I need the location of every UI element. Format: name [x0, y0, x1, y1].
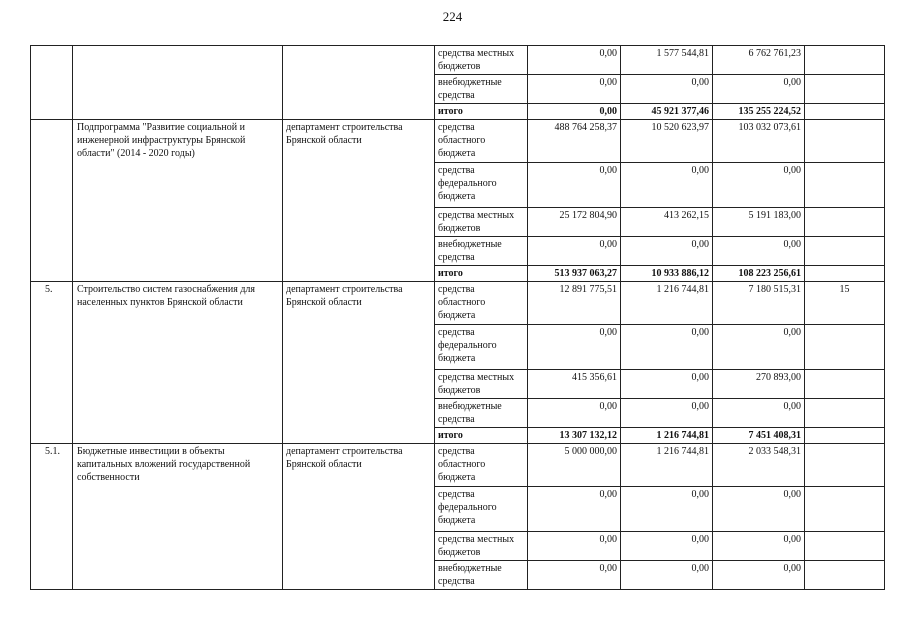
- funding-source: внебюджетные средства: [435, 75, 528, 104]
- value-col3: 0,00: [713, 163, 805, 208]
- value-col2: 0,00: [621, 75, 713, 104]
- funding-source: внебюджетные средства: [435, 399, 528, 428]
- extra-cell: [805, 370, 885, 399]
- extra-cell: [805, 487, 885, 532]
- value-col2: 0,00: [621, 399, 713, 428]
- value-col3: 0,00: [713, 325, 805, 370]
- funding-source: средства местных бюджетов: [435, 370, 528, 399]
- value-col3: 2 033 548,31: [713, 444, 805, 487]
- item-executor: департамент строительства Брянской области: [283, 444, 435, 590]
- extra-cell: [805, 75, 885, 104]
- value-col1: 0,00: [528, 532, 621, 561]
- item-executor: [283, 46, 435, 120]
- funding-source: средства областного бюджета: [435, 282, 528, 325]
- item-executor: департамент строительства Брянской области: [283, 282, 435, 444]
- item-number: [31, 120, 73, 282]
- value-col2: 1 216 744,81: [621, 282, 713, 325]
- funding-source: средства местных бюджетов: [435, 208, 528, 237]
- value-col3: 0,00: [713, 237, 805, 266]
- value-col2: 0,00: [621, 370, 713, 399]
- funding-source: внебюджетные средства: [435, 561, 528, 590]
- value-col3: 270 893,00: [713, 370, 805, 399]
- value-col3: 0,00: [713, 399, 805, 428]
- extra-cell: [805, 561, 885, 590]
- funding-source: средства федерального бюджета: [435, 325, 528, 370]
- extra-cell: [805, 208, 885, 237]
- value-col1: 0,00: [528, 46, 621, 75]
- value-col1: 12 891 775,51: [528, 282, 621, 325]
- value-col2: 0,00: [621, 561, 713, 590]
- value-col2: 10 933 886,12: [621, 266, 713, 282]
- item-name: Бюджетные инвестиции в объекты капитальных вложений государственной собственности: [73, 444, 283, 590]
- value-col3: 0,00: [713, 75, 805, 104]
- value-col2: 0,00: [621, 487, 713, 532]
- value-col3: 5 191 183,00: [713, 208, 805, 237]
- extra-cell: [805, 120, 885, 163]
- value-col1: 0,00: [528, 104, 621, 120]
- value-col1: 0,00: [528, 237, 621, 266]
- value-col1: 488 764 258,37: [528, 120, 621, 163]
- value-col3: 7 180 515,31: [713, 282, 805, 325]
- table-row: [31, 282, 885, 325]
- funding-source: средства местных бюджетов: [435, 46, 528, 75]
- value-col3: 0,00: [713, 487, 805, 532]
- value-col3: 6 762 761,23: [713, 46, 805, 75]
- value-col2: 10 520 623,97: [621, 120, 713, 163]
- value-col1: 0,00: [528, 163, 621, 208]
- table-row: [31, 120, 885, 163]
- funding-source: средства областного бюджета: [435, 120, 528, 163]
- value-col3: 135 255 224,52: [713, 104, 805, 120]
- item-number: 5.1.: [31, 444, 73, 590]
- value-col2: 1 216 744,81: [621, 428, 713, 444]
- value-col3: 108 223 256,61: [713, 266, 805, 282]
- item-name: [73, 46, 283, 120]
- value-col2: 413 262,15: [621, 208, 713, 237]
- extra-cell: [805, 444, 885, 487]
- item-number: [31, 46, 73, 120]
- funding-source: средства областного бюджета: [435, 444, 528, 487]
- extra-cell: [805, 266, 885, 282]
- value-col1: 13 307 132,12: [528, 428, 621, 444]
- value-col2: 45 921 377,46: [621, 104, 713, 120]
- value-col2: 1 216 744,81: [621, 444, 713, 487]
- value-col3: 0,00: [713, 561, 805, 590]
- value-col1: 0,00: [528, 487, 621, 532]
- value-col1: 0,00: [528, 399, 621, 428]
- item-name: Подпрограмма "Развитие социальной и инженерной инфраструктуры Брянской области" (2014 - 2020 годы): [73, 120, 283, 282]
- extra-cell: [805, 428, 885, 444]
- extra-cell: [805, 237, 885, 266]
- extra-cell: [805, 399, 885, 428]
- value-col1: 0,00: [528, 325, 621, 370]
- extra-cell: [805, 104, 885, 120]
- value-col1: 25 172 804,90: [528, 208, 621, 237]
- page-number: 224: [442, 9, 463, 24]
- value-col2: 0,00: [621, 163, 713, 208]
- budget-table: [30, 45, 885, 590]
- value-col2: 0,00: [621, 532, 713, 561]
- value-col3: 103 032 073,61: [713, 120, 805, 163]
- funding-source: внебюджетные средства: [435, 237, 528, 266]
- funding-source: итого: [435, 428, 528, 444]
- extra-cell: [805, 46, 885, 75]
- extra-cell: [805, 532, 885, 561]
- funding-source: средства федерального бюджета: [435, 487, 528, 532]
- table-row: [31, 444, 885, 487]
- value-col3: 7 451 408,31: [713, 428, 805, 444]
- extra-cell: [805, 325, 885, 370]
- value-col3: 0,00: [713, 532, 805, 561]
- value-col1: 415 356,61: [528, 370, 621, 399]
- funding-source: средства местных бюджетов: [435, 532, 528, 561]
- extra-cell: 15: [805, 282, 885, 325]
- value-col1: 0,00: [528, 561, 621, 590]
- funding-source: итого: [435, 104, 528, 120]
- item-number: 5.: [31, 282, 73, 444]
- extra-cell: [805, 163, 885, 208]
- value-col2: 0,00: [621, 237, 713, 266]
- value-col2: 0,00: [621, 325, 713, 370]
- table-row: [31, 46, 885, 75]
- funding-source: итого: [435, 266, 528, 282]
- item-name: Строительство систем газоснабжения для населенных пунктов Брянской области: [73, 282, 283, 444]
- item-executor: департамент строительства Брянской области: [283, 120, 435, 282]
- value-col1: 0,00: [528, 75, 621, 104]
- value-col2: 1 577 544,81: [621, 46, 713, 75]
- value-col1: 513 937 063,27: [528, 266, 621, 282]
- funding-source: средства федерального бюджета: [435, 163, 528, 208]
- value-col1: 5 000 000,00: [528, 444, 621, 487]
